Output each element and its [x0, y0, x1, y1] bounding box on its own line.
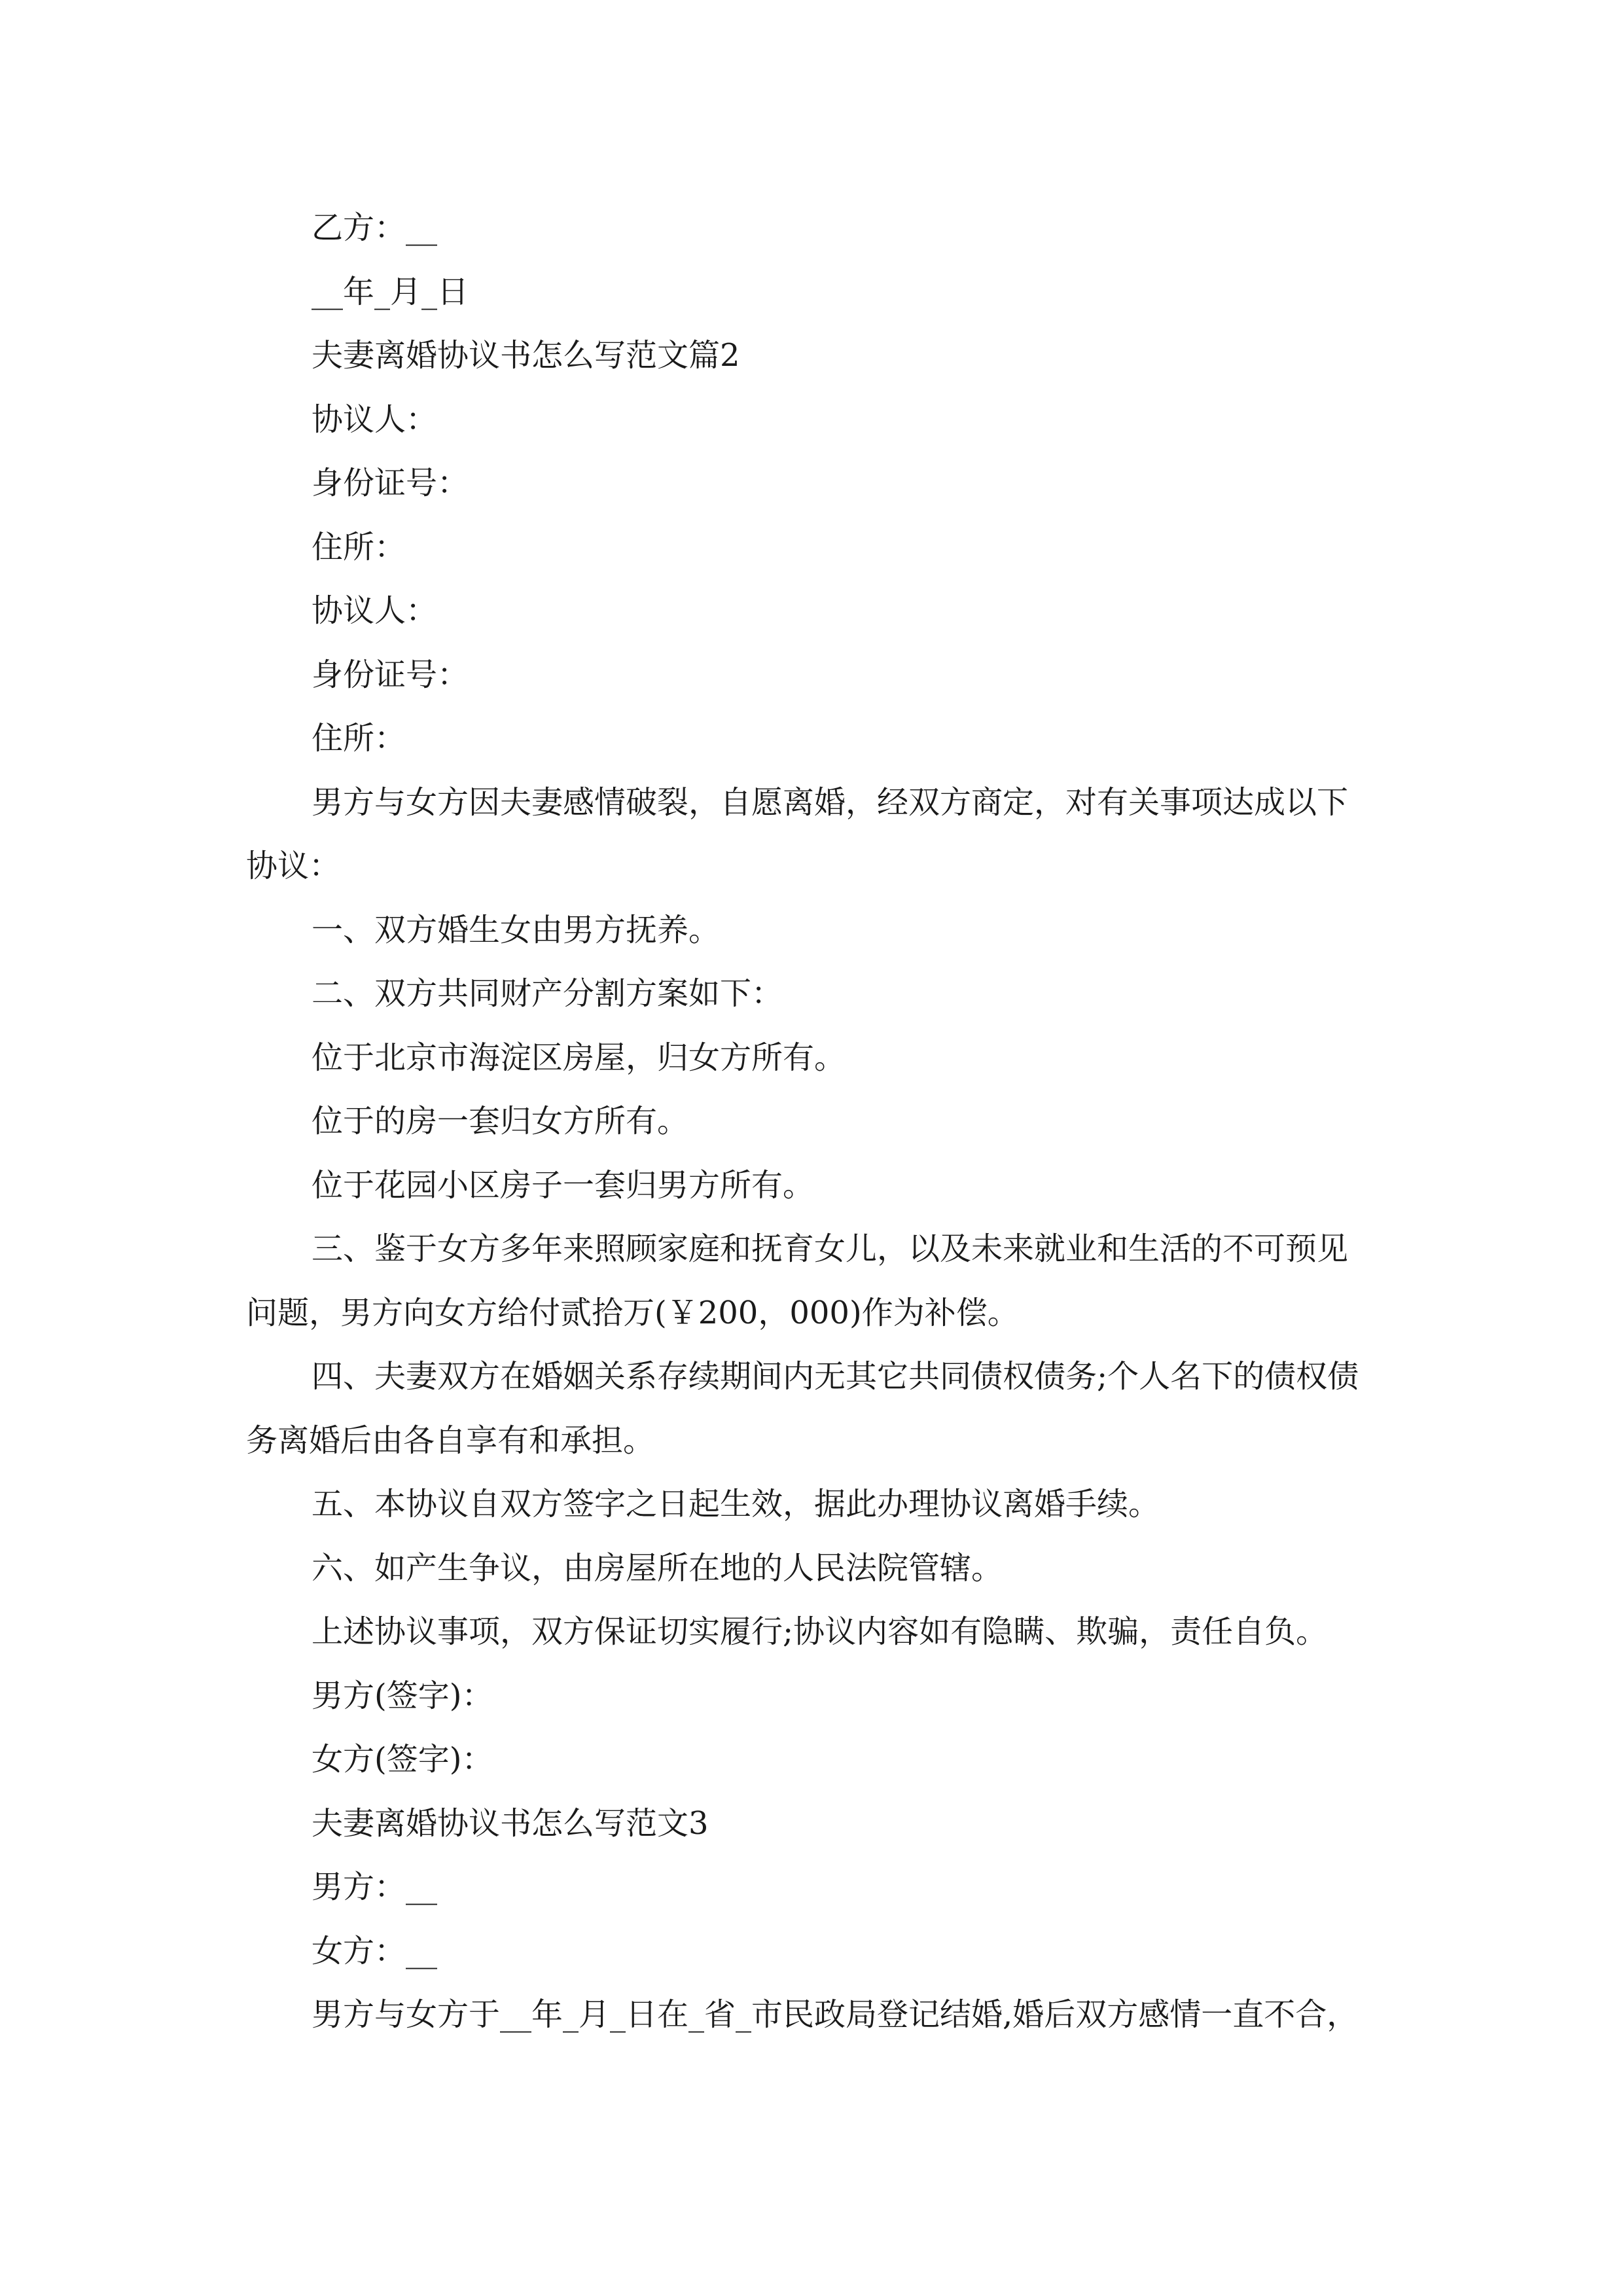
female-signature-label: 女方(签字)： [312, 1741, 493, 1778]
party-1-label: 协议人： [312, 401, 438, 438]
party-2-label: 协议人： [312, 592, 438, 629]
party-1-address-label: 住所： [312, 528, 406, 565]
property-item-1: 位于北京市海淀区房屋，归女方所有。 [312, 1039, 846, 1076]
male-party-line: 男方：__ [312, 1869, 438, 1905]
property-item-3: 位于花园小区房子一套归男方所有。 [312, 1166, 815, 1204]
female-party-line: 女方：__ [312, 1932, 438, 1969]
clause-3: 三、鉴于女方多年来照顾家庭和抚育女儿，以及未来就业和生活的不可预见问题，男方向女方给付贰拾万(￥200，000)作为补偿。 [246, 1230, 1349, 1331]
clause-5: 五、本协议自双方签字之日起生效，据此办理协议离婚手续。 [312, 1486, 1160, 1522]
clause-4: 四、夫妻双方在婚姻关系存续期间内无其它共同债权债务;个人名下的债权债务离婚后由各自享有和承担。 [246, 1358, 1359, 1459]
document-body [246, 196, 1378, 2047]
male-signature-label: 男方(签字)： [312, 1677, 493, 1714]
section-heading-2: 夫妻离婚协议书怎么写范文篇2 [312, 337, 740, 374]
property-item-2: 位于的房一套归女方所有。 [312, 1103, 689, 1139]
party-2-id-label: 身份证号： [312, 656, 469, 693]
clause-6: 六、如产生争议，由房屋所在地的人民法院管辖。 [312, 1549, 1003, 1587]
guarantee-statement: 上述协议事项，双方保证切实履行;协议内容如有隐瞒、欺骗，责任自负。 [312, 1613, 1328, 1650]
clause-1: 一、双方婚生女由男方抚养。 [312, 911, 721, 948]
party-1-id-label: 身份证号： [312, 465, 469, 501]
marriage-registration-line: 男方与女方于__年_月_日在_省_市民政局登记结婚,婚后双方感情一直不合， [312, 1996, 1359, 2033]
party-b-line: 乙方：__ [312, 209, 438, 246]
agreement-preamble: 男方与女方因夫妻感情破裂，自愿离婚，经双方商定，对有关事项达成以下协议： [246, 783, 1349, 884]
clause-2: 二、双方共同财产分割方案如下： [312, 975, 783, 1012]
date-line: __年_月_日 [312, 273, 469, 310]
section-heading-3: 夫妻离婚协议书怎么写范文3 [312, 1804, 709, 1842]
party-2-address-label: 住所： [312, 720, 406, 757]
